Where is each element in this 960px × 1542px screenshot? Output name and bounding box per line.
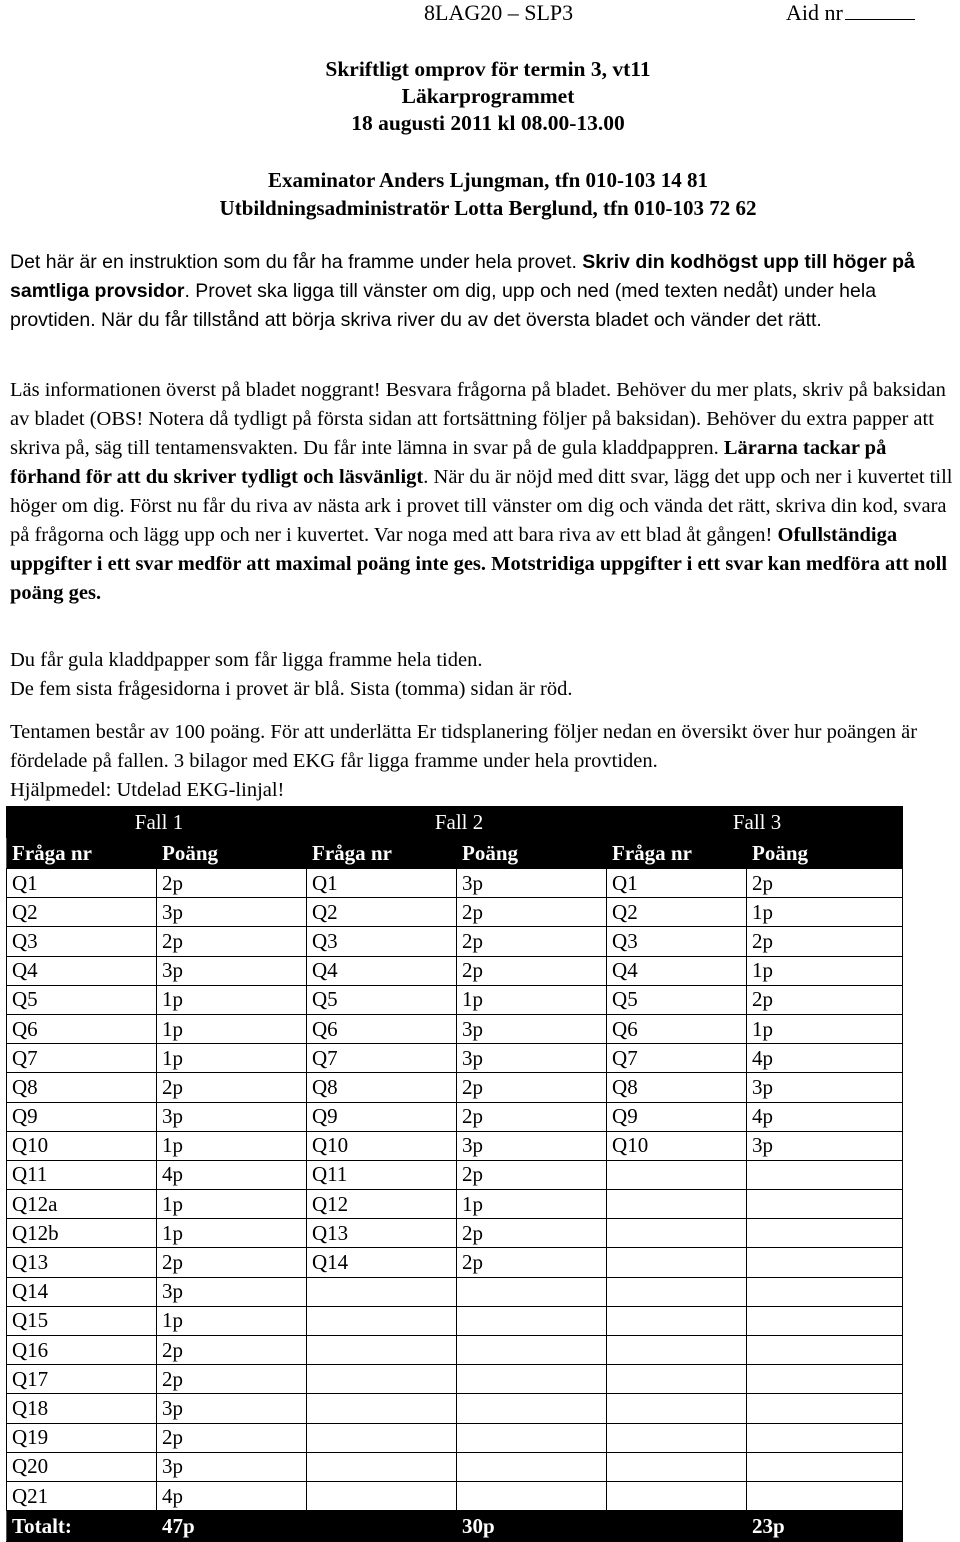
table-row [7, 1102, 903, 1131]
table-row [7, 1248, 903, 1277]
points-cell [457, 1365, 607, 1394]
points-cell [747, 1423, 903, 1452]
question-cell: Q4 [7, 956, 157, 985]
question-cell: Q1 [607, 869, 747, 898]
total-spacer [607, 1511, 747, 1542]
question-cell [607, 1423, 747, 1452]
question-cell [607, 1365, 747, 1394]
points-cell [747, 1481, 903, 1510]
question-cell: Q5 [307, 985, 457, 1014]
question-cell: Q14 [7, 1277, 157, 1306]
points-cell: 2p [457, 956, 607, 985]
points-cell: 3p [157, 898, 307, 927]
question-cell: Q3 [307, 927, 457, 956]
question-cell [607, 1277, 747, 1306]
points-cell: 2p [457, 1160, 607, 1189]
question-cell: Q6 [607, 1014, 747, 1043]
aid-label: Aid nr [786, 0, 843, 25]
points-cell: 2p [157, 1073, 307, 1102]
question-cell: Q7 [307, 1044, 457, 1073]
question-cell: Q18 [7, 1394, 157, 1423]
info-text-cont: . När du är nöjd med ditt svar, lägg det upp och ner i kuvertet till höger om dig. Först nu får du riva av nästa ark i provet till vänster om dig och vända det rätt, skriva din kod, svara på frågorna och lägg upp och ner i kuvertet. Var noga med att bara riva av ett blad åt gången! [10, 466, 953, 546]
points-cell: 1p [157, 985, 307, 1014]
question-cell: Q8 [607, 1073, 747, 1102]
points-cell: 4p [747, 1044, 903, 1073]
question-cell: Q6 [307, 1014, 457, 1043]
points-cell: 3p [457, 869, 607, 898]
points-cell: 1p [747, 1014, 903, 1043]
page-header [0, 0, 960, 28]
question-cell [307, 1306, 457, 1335]
paper-line-1: Du får gula kladdpapper som får ligga framme hela tiden. [10, 649, 483, 671]
question-col-header: Fråga nr [607, 838, 747, 869]
question-cell: Q10 [307, 1131, 457, 1160]
points-cell [457, 1423, 607, 1452]
points-cell [457, 1306, 607, 1335]
question-cell: Q15 [7, 1306, 157, 1335]
question-cell: Q12b [7, 1219, 157, 1248]
paper-line-2: De fem sista frågesidorna i provet är blå. Sista (tomma) sidan är röd. [10, 678, 573, 700]
question-cell [307, 1452, 457, 1481]
points-cell: 2p [457, 1102, 607, 1131]
table-row [7, 1160, 903, 1189]
fall-3-header: Fall 3 [607, 807, 903, 838]
total-row [7, 1511, 903, 1542]
column-header-row [7, 838, 903, 869]
table-row [7, 1014, 903, 1043]
table-row [7, 1365, 903, 1394]
points-cell: 1p [747, 956, 903, 985]
question-cell [607, 1452, 747, 1481]
table-row [7, 1423, 903, 1452]
table-row [7, 1044, 903, 1073]
question-cell [307, 1277, 457, 1306]
points-cell: 2p [157, 869, 307, 898]
question-cell: Q8 [7, 1073, 157, 1102]
question-cell: Q3 [7, 927, 157, 956]
points-cell: 1p [157, 1306, 307, 1335]
total-fall-3: 23p [747, 1511, 903, 1542]
table-row [7, 1452, 903, 1481]
points-cell: 1p [157, 1219, 307, 1248]
instruction-paragraph [10, 248, 955, 336]
question-cell: Q1 [307, 869, 457, 898]
points-cell [457, 1452, 607, 1481]
total-label: Totalt: [7, 1511, 157, 1542]
table-row [7, 1336, 903, 1365]
points-cell: 2p [457, 1219, 607, 1248]
points-cell: 2p [157, 927, 307, 956]
question-cell: Q14 [307, 1248, 457, 1277]
question-cell [607, 1190, 747, 1219]
instruction-bold: Skriv din kodhögst upp till höger på samtliga provsidor [10, 251, 915, 303]
points-cell [747, 1306, 903, 1335]
points-cell: 1p [747, 898, 903, 927]
info-bold-warning: Ofullständiga uppgifter i ett svar medför att maximal poäng inte ges. Motstridiga uppgifter i ett svar kan medföra att noll poäng ges. [10, 524, 948, 604]
points-cell [747, 1248, 903, 1277]
points-cell [747, 1160, 903, 1189]
points-cell: 2p [747, 927, 903, 956]
question-cell: Q2 [307, 898, 457, 927]
points-table [6, 806, 903, 1542]
points-cell: 3p [157, 1102, 307, 1131]
title-line-2: Läkarprogrammet [401, 84, 575, 108]
title-line-3: 18 augusti 2011 kl 08.00-13.00 [351, 111, 625, 135]
points-cell: 3p [457, 1044, 607, 1073]
table-row [7, 985, 903, 1014]
aids-line: Hjälpmedel: Utdelad EKG-linjal! [10, 779, 285, 801]
table-row [7, 1190, 903, 1219]
question-cell [307, 1365, 457, 1394]
points-cell [747, 1336, 903, 1365]
points-cell [457, 1277, 607, 1306]
instruction-text: Det här är en instruktion som du får ha framme under hela provet. [10, 251, 583, 273]
question-cell: Q7 [607, 1044, 747, 1073]
points-cell [747, 1190, 903, 1219]
question-cell [307, 1481, 457, 1510]
course-code: 8LAG20 – SLP3 [424, 0, 574, 25]
points-cell [747, 1394, 903, 1423]
points-cell: 3p [157, 1277, 307, 1306]
points-cell: 2p [457, 1073, 607, 1102]
points-cell: 3p [157, 1452, 307, 1481]
points-cell: 1p [157, 1190, 307, 1219]
points-cell [457, 1394, 607, 1423]
question-cell [607, 1160, 747, 1189]
question-cell: Q5 [607, 985, 747, 1014]
instruction-text-cont: . Provet ska ligga till vänster om dig, upp och ned (med texten nedåt) under hela provtiden. När du får tillstånd att börja skriva river du av det översta bladet och vänder det rätt. [10, 280, 877, 332]
question-cell: Q9 [607, 1102, 747, 1131]
points-cell: 2p [457, 898, 607, 927]
question-cell: Q5 [7, 985, 157, 1014]
question-cell: Q10 [607, 1131, 747, 1160]
examiner-line: Examinator Anders Ljungman, tfn 010-103 14 81 [267, 168, 709, 192]
question-cell [607, 1306, 747, 1335]
paper-paragraph [10, 646, 958, 704]
info-text: Läs informationen överst på bladet noggrant! Besvara frågorna på bladet. Behöver du mer plats, skriv på baksidan av bladet (OBS! Notera då tydligt på första sidan att fortsättning följer på baksidan). Behöver du extra papper att skriva på, säg till tentamensvakten. Du får inte lämna in svar på de gula kladdpappren. [10, 379, 946, 459]
points-cell: 1p [157, 1044, 307, 1073]
question-cell: Q12a [7, 1190, 157, 1219]
table-row [7, 1219, 903, 1248]
question-col-header: Fråga nr [7, 838, 157, 869]
question-cell [307, 1423, 457, 1452]
points-cell: 1p [157, 1014, 307, 1043]
points-intro-text: Tentamen består av 100 poäng. För att underlätta Er tidsplanering följer nedan en översikt över hur poängen är fördelade på fallen. 3 bilagor med EKG får ligga framme under hela provtiden. [10, 721, 918, 772]
question-cell: Q2 [607, 898, 747, 927]
points-col-header: Poäng [457, 838, 607, 869]
points-cell [747, 1365, 903, 1394]
table-row [7, 1481, 903, 1510]
question-cell: Q4 [607, 956, 747, 985]
question-cell: Q1 [7, 869, 157, 898]
fall-header-row [7, 807, 903, 838]
fall-2-header: Fall 2 [307, 807, 607, 838]
points-cell: 2p [157, 1248, 307, 1277]
question-cell: Q9 [307, 1102, 457, 1131]
question-cell [607, 1336, 747, 1365]
question-cell: Q10 [7, 1131, 157, 1160]
question-cell [607, 1219, 747, 1248]
total-spacer [307, 1511, 457, 1542]
points-cell [457, 1336, 607, 1365]
question-cell: Q11 [7, 1160, 157, 1189]
points-cell: 3p [157, 956, 307, 985]
question-cell [607, 1248, 747, 1277]
table-row [7, 1277, 903, 1306]
points-cell: 1p [457, 1190, 607, 1219]
question-cell: Q6 [7, 1014, 157, 1043]
points-cell: 2p [157, 1365, 307, 1394]
points-cell: 4p [157, 1160, 307, 1189]
points-cell: 1p [157, 1131, 307, 1160]
question-cell: Q11 [307, 1160, 457, 1189]
table-row [7, 1394, 903, 1423]
question-cell: Q2 [7, 898, 157, 927]
contacts [0, 166, 960, 222]
points-cell: 2p [457, 1248, 607, 1277]
points-cell: 2p [157, 1336, 307, 1365]
question-cell [607, 1394, 747, 1423]
question-cell: Q13 [307, 1219, 457, 1248]
question-col-header: Fråga nr [307, 838, 457, 869]
question-cell: Q9 [7, 1102, 157, 1131]
exam-title [0, 56, 960, 137]
table-row [7, 1073, 903, 1102]
points-cell: 2p [457, 927, 607, 956]
question-cell: Q12 [307, 1190, 457, 1219]
total-fall-1: 47p [157, 1511, 307, 1542]
points-cell: 3p [457, 1131, 607, 1160]
question-cell [607, 1481, 747, 1510]
points-cell: 3p [457, 1014, 607, 1043]
points-cell [747, 1452, 903, 1481]
question-cell: Q21 [7, 1481, 157, 1510]
title-line-1: Skriftligt omprov för termin 3, vt11 [325, 57, 651, 81]
total-fall-2: 30p [457, 1511, 607, 1542]
question-cell [307, 1336, 457, 1365]
points-cell: 4p [157, 1481, 307, 1510]
question-cell: Q4 [307, 956, 457, 985]
table-row [7, 956, 903, 985]
points-cell: 3p [747, 1131, 903, 1160]
points-intro [10, 718, 958, 805]
points-cell: 4p [747, 1102, 903, 1131]
table-row [7, 927, 903, 956]
question-cell: Q17 [7, 1365, 157, 1394]
info-bold-thanks: Lärarna tackar på förhand för att du skriver tydligt och läsvänligt [10, 437, 887, 488]
table-row [7, 1131, 903, 1160]
points-cell: 2p [747, 869, 903, 898]
points-col-header: Poäng [157, 838, 307, 869]
points-cell: 2p [747, 985, 903, 1014]
aid-number-field[interactable] [786, 0, 915, 26]
points-cell [747, 1219, 903, 1248]
question-cell: Q3 [607, 927, 747, 956]
question-cell: Q7 [7, 1044, 157, 1073]
question-cell: Q8 [307, 1073, 457, 1102]
points-col-header: Poäng [747, 838, 903, 869]
points-cell: 3p [157, 1394, 307, 1423]
points-cell: 3p [747, 1073, 903, 1102]
points-cell: 2p [157, 1423, 307, 1452]
points-cell [457, 1481, 607, 1510]
admin-line: Utbildningsadministratör Lotta Berglund, tfn 010-103 72 62 [219, 196, 757, 220]
question-cell [307, 1394, 457, 1423]
points-cell: 1p [457, 985, 607, 1014]
points-cell [747, 1277, 903, 1306]
question-cell: Q19 [7, 1423, 157, 1452]
table-row [7, 898, 903, 927]
fall-1-header: Fall 1 [7, 807, 307, 838]
aid-blank-line[interactable] [845, 1, 915, 20]
info-paragraph [10, 376, 958, 608]
question-cell: Q13 [7, 1248, 157, 1277]
table-row [7, 1306, 903, 1335]
table-row [7, 869, 903, 898]
question-cell: Q20 [7, 1452, 157, 1481]
question-cell: Q16 [7, 1336, 157, 1365]
